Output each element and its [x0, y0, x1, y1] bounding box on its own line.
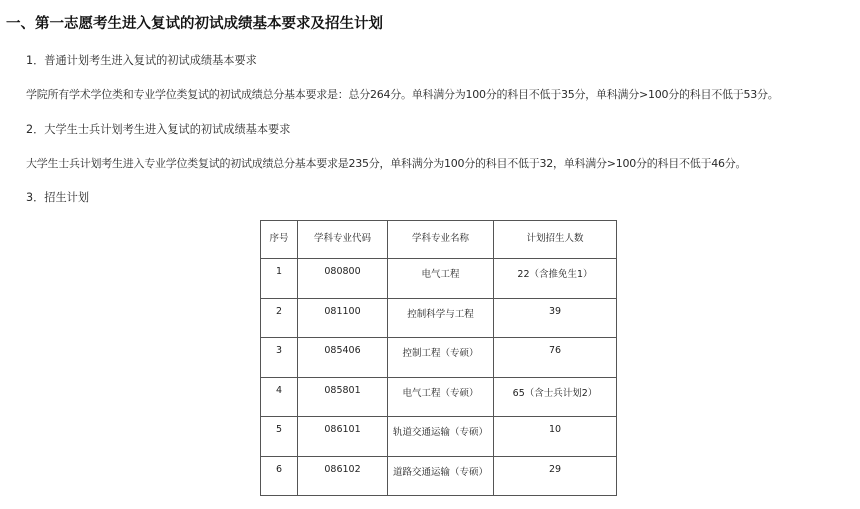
cell-planned-count: 39 — [494, 298, 617, 338]
cell-planned-count: 10 — [494, 417, 617, 457]
header-planned-count: 计划招生人数 — [494, 221, 617, 259]
cell-index: 4 — [261, 377, 298, 417]
table-row — [261, 456, 617, 496]
cell-code: 086102 — [298, 456, 388, 496]
cell-index: 1 — [261, 259, 298, 299]
section-3-title: 3．招生计划 — [26, 191, 90, 204]
cell-major-name: 控制科学与工程 — [388, 298, 494, 338]
section-1-body: 学院所有学术学位类和专业学位类复试的初试成绩总分基本要求是：总分264分。单科满分为100分的科目不低于35分，单科满分>100分的科目不低于53分。 — [26, 88, 779, 101]
header-index: 序号 — [261, 221, 298, 259]
table-row — [261, 338, 617, 378]
section-2-body: 大学生士兵计划考生进入专业学位类复试的初试成绩总分基本要求是235分，单科满分为100分的科目不低于32，单科满分>100分的科目不低于46分。 — [26, 157, 747, 170]
cell-code: 080800 — [298, 259, 388, 299]
cell-major-name: 道路交通运输（专硕） — [388, 456, 494, 496]
cell-code: 085406 — [298, 338, 388, 378]
header-major-name: 学科专业名称 — [388, 221, 494, 259]
section-2-title: 2．大学生士兵计划考生进入复试的初试成绩基本要求 — [26, 123, 291, 136]
cell-major-name: 电气工程 — [388, 259, 494, 299]
cell-planned-count: 76 — [494, 338, 617, 378]
cell-major-name: 电气工程（专硕） — [388, 377, 494, 417]
table-header-row — [261, 221, 617, 259]
section-1-title: 1．普通计划考生进入复试的初试成绩基本要求 — [26, 54, 257, 67]
table-row — [261, 417, 617, 457]
enrollment-plan-table — [260, 220, 617, 496]
cell-planned-count: 29 — [494, 456, 617, 496]
header-code: 学科专业代码 — [298, 221, 388, 259]
cell-index: 5 — [261, 417, 298, 457]
cell-code: 081100 — [298, 298, 388, 338]
cell-major-name: 控制工程（专硕） — [388, 338, 494, 378]
cell-planned-count: 22（含推免生1） — [494, 259, 617, 299]
table-row — [261, 259, 617, 299]
cell-code: 085801 — [298, 377, 388, 417]
page-title: 一、第一志愿考生进入复试的初试成绩基本要求及招生计划 — [6, 16, 383, 32]
cell-index: 2 — [261, 298, 298, 338]
cell-code: 086101 — [298, 417, 388, 457]
cell-index: 3 — [261, 338, 298, 378]
cell-major-name: 轨道交通运输（专硕） — [388, 417, 494, 457]
cell-index: 6 — [261, 456, 298, 496]
table-row — [261, 298, 617, 338]
cell-planned-count: 65（含士兵计划2） — [494, 377, 617, 417]
table-row — [261, 377, 617, 417]
